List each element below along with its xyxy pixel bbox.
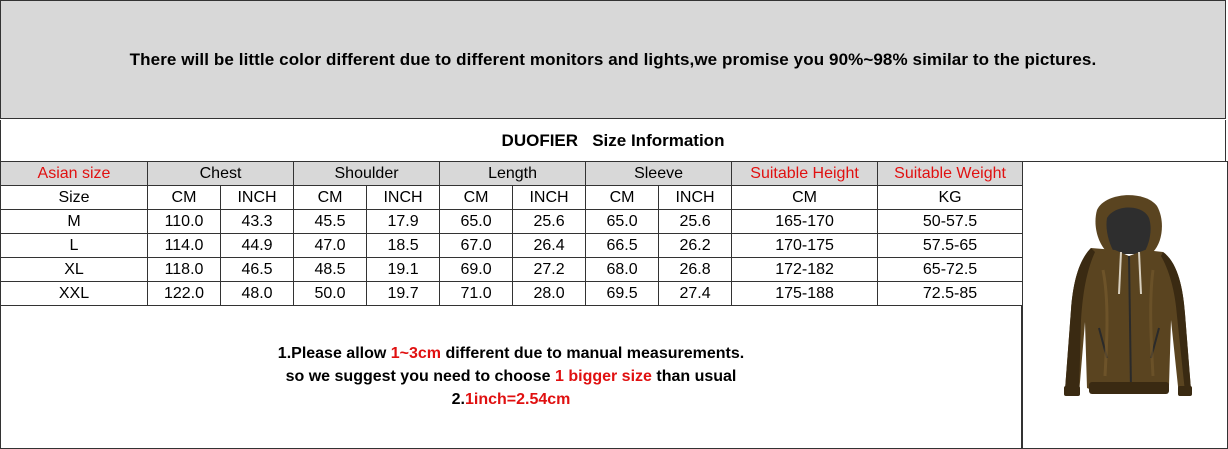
table-cell: 69.0 <box>440 258 513 282</box>
group-header-cell: Sleeve <box>586 162 732 186</box>
note-line-2: so we suggest you need to choose 1 bigger size than usual <box>285 368 737 385</box>
size-label-cell: XL <box>1 258 148 282</box>
size-label-cell: L <box>1 234 148 258</box>
table-cell: 26.4 <box>513 234 586 258</box>
table-cell: 72.5-85 <box>878 282 1023 306</box>
group-header-row <box>1 162 1023 186</box>
table-cell: 47.0 <box>294 234 367 258</box>
table-cell: 65.0 <box>586 210 659 234</box>
table-cell: 48.0 <box>221 282 294 306</box>
table-cell: 110.0 <box>148 210 221 234</box>
table-cell: 44.9 <box>221 234 294 258</box>
table-cell: 26.8 <box>659 258 732 282</box>
table-cell: 170-175 <box>732 234 878 258</box>
size-info-title-bar <box>0 120 1226 161</box>
table-cell: 19.1 <box>367 258 440 282</box>
table-cell: 27.4 <box>659 282 732 306</box>
disclaimer-text: There will be little color different due to different monitors and lights,we promise you 90%~98% similar to the pictures. <box>129 49 1097 69</box>
group-header-cell: Suitable Weight <box>878 162 1023 186</box>
table-cell: 122.0 <box>148 282 221 306</box>
unit-header-cell: INCH <box>221 186 294 210</box>
table-cell: 25.6 <box>513 210 586 234</box>
size-label-cell: XXL <box>1 282 148 306</box>
unit-header-row <box>1 186 1023 210</box>
table-cell: 118.0 <box>148 258 221 282</box>
hooded-jacket-image <box>1045 190 1205 420</box>
unit-header-cell: CM <box>440 186 513 210</box>
table-row <box>1 234 1023 258</box>
size-table <box>0 161 1023 306</box>
group-header-cell: Length <box>440 162 586 186</box>
measurement-notes <box>0 305 1022 449</box>
group-header-cell: Asian size <box>1 162 148 186</box>
unit-header-cell: INCH <box>367 186 440 210</box>
table-cell: 172-182 <box>732 258 878 282</box>
table-row <box>1 258 1023 282</box>
note-line-3: 2.1inch=2.54cm <box>451 391 571 408</box>
group-header-cell: Suitable Height <box>732 162 878 186</box>
unit-header-cell: CM <box>294 186 367 210</box>
unit-header-cell: CM <box>586 186 659 210</box>
table-cell: 65-72.5 <box>878 258 1023 282</box>
table-cell: 46.5 <box>221 258 294 282</box>
table-cell: 25.6 <box>659 210 732 234</box>
table-cell: 27.2 <box>513 258 586 282</box>
unit-header-cell: CM <box>148 186 221 210</box>
size-info-title: DUOFIER Size Information <box>501 130 725 150</box>
unit-header-cell: KG <box>878 186 1023 210</box>
table-cell: 165-170 <box>732 210 878 234</box>
table-cell: 26.2 <box>659 234 732 258</box>
color-disclaimer-banner <box>0 0 1226 119</box>
table-row <box>1 210 1023 234</box>
table-cell: 68.0 <box>586 258 659 282</box>
group-header-cell: Chest <box>148 162 294 186</box>
unit-header-cell: INCH <box>659 186 732 210</box>
table-cell: 48.5 <box>294 258 367 282</box>
product-image-frame <box>1022 161 1228 449</box>
table-cell: 28.0 <box>513 282 586 306</box>
table-cell: 175-188 <box>732 282 878 306</box>
table-cell: 45.5 <box>294 210 367 234</box>
table-cell: 17.9 <box>367 210 440 234</box>
table-cell: 69.5 <box>586 282 659 306</box>
table-cell: 19.7 <box>367 282 440 306</box>
table-cell: 43.3 <box>221 210 294 234</box>
table-cell: 114.0 <box>148 234 221 258</box>
unit-header-cell: CM <box>732 186 878 210</box>
table-cell: 57.5-65 <box>878 234 1023 258</box>
size-label-cell: M <box>1 210 148 234</box>
table-row <box>1 282 1023 306</box>
note-line-1: 1.Please allow 1~3cm different due to manual measurements. <box>277 345 745 362</box>
unit-header-cell: Size <box>1 186 148 210</box>
table-cell: 67.0 <box>440 234 513 258</box>
table-cell: 18.5 <box>367 234 440 258</box>
table-cell: 50-57.5 <box>878 210 1023 234</box>
unit-header-cell: INCH <box>513 186 586 210</box>
group-header-cell: Shoulder <box>294 162 440 186</box>
table-cell: 71.0 <box>440 282 513 306</box>
table-cell: 65.0 <box>440 210 513 234</box>
table-cell: 66.5 <box>586 234 659 258</box>
table-cell: 50.0 <box>294 282 367 306</box>
